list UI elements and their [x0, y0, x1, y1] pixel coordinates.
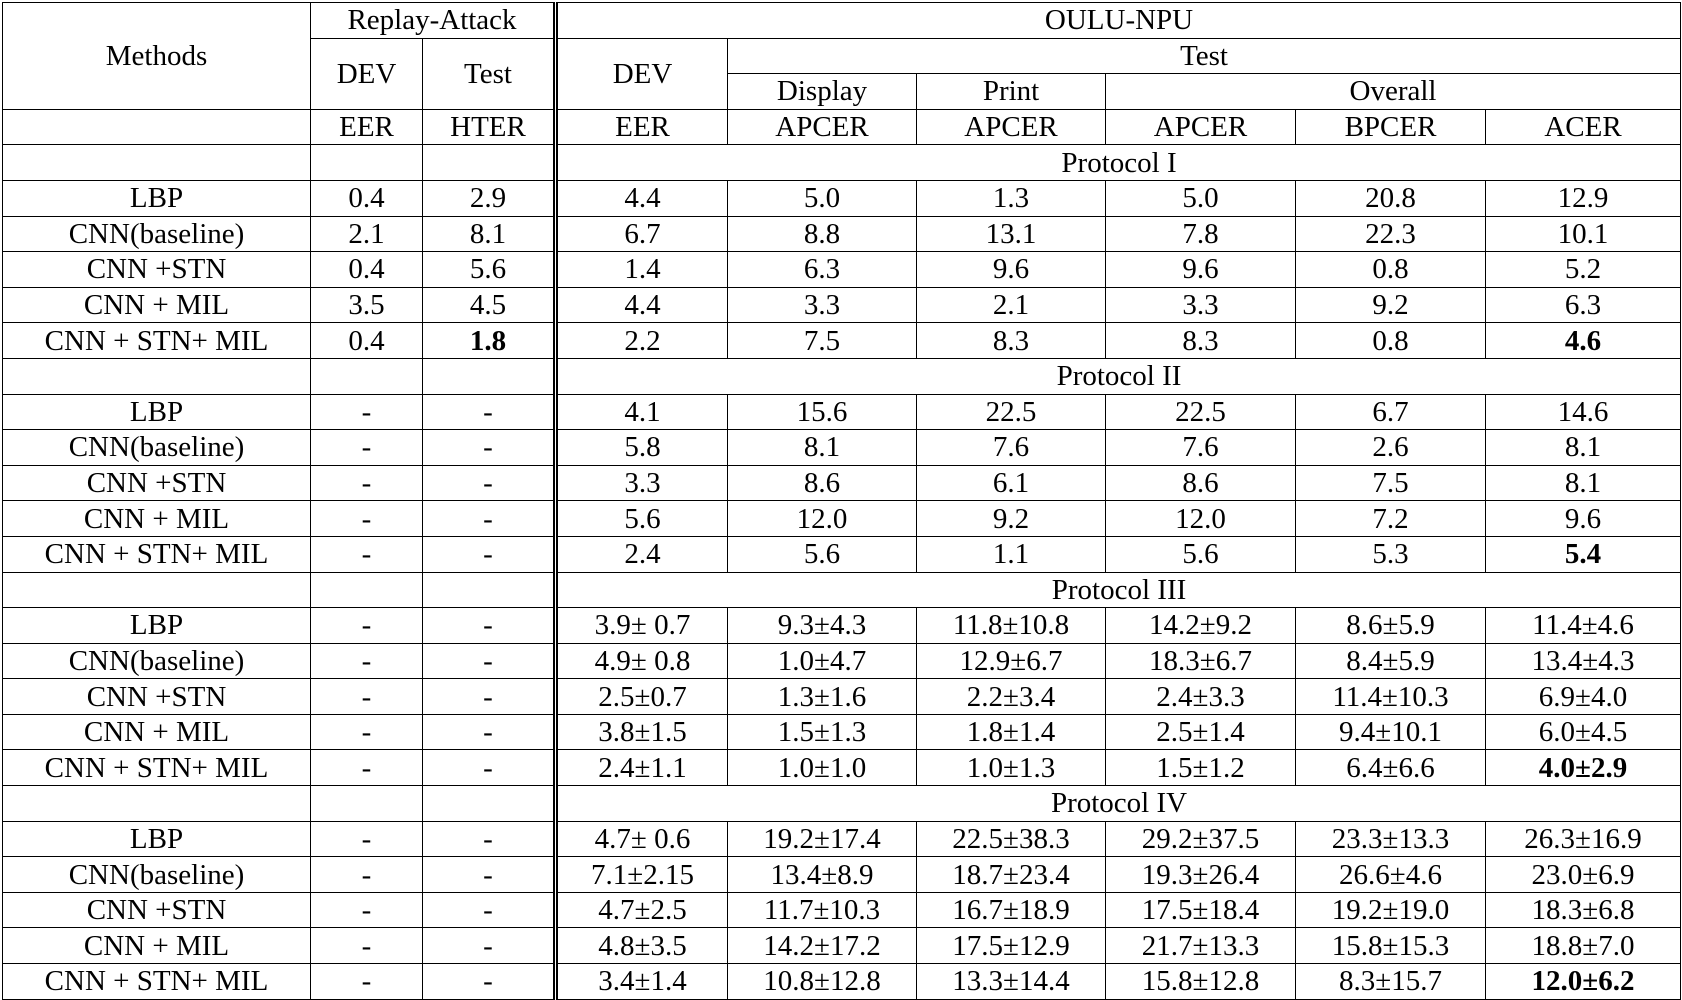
method-name: CNN(baseline) [3, 430, 311, 466]
metric-value: - [311, 714, 423, 750]
metric-value: 1.3 [917, 180, 1106, 216]
metric-value: - [311, 394, 423, 430]
metric-value: 5.6 [556, 501, 728, 537]
metric-value: 15.6 [728, 394, 917, 430]
metric-value: 7.5 [1296, 465, 1486, 501]
metric-value: 4.7± 0.6 [556, 821, 728, 857]
table-row [3, 750, 1681, 786]
protocol-title: Protocol II [556, 358, 1681, 394]
header-metric: APCER [917, 109, 1106, 145]
method-name: CNN + STN+ MIL [3, 750, 311, 786]
metric-value: 12.0 [1106, 501, 1296, 537]
header-print: Print [917, 74, 1106, 110]
metric-value: - [311, 857, 423, 893]
metric-value: - [311, 679, 423, 715]
table-row [3, 252, 1681, 288]
metric-value: 9.4±10.1 [1296, 714, 1486, 750]
metric-value: 7.6 [917, 430, 1106, 466]
header-ra-test: Test [423, 38, 556, 109]
metric-value: 22.5±38.3 [917, 821, 1106, 857]
metric-value: 19.3±26.4 [1106, 857, 1296, 893]
metric-value: - [311, 465, 423, 501]
metric-value: 4.8±3.5 [556, 928, 728, 964]
metric-value: 1.4 [556, 252, 728, 288]
metric-value: 6.0±4.5 [1486, 714, 1681, 750]
metric-value: 13.3±14.4 [917, 964, 1106, 1000]
method-name: CNN + MIL [3, 287, 311, 323]
protocol-title: Protocol III [556, 572, 1681, 608]
protocol-header-row [3, 572, 1681, 608]
table-row [3, 536, 1681, 572]
metric-value: 8.1 [423, 216, 556, 252]
metric-value: 7.2 [1296, 501, 1486, 537]
table-row [3, 323, 1681, 359]
header-metric: EER [311, 109, 423, 145]
metric-value: 2.4±1.1 [556, 750, 728, 786]
method-name: LBP [3, 821, 311, 857]
metric-value: - [311, 750, 423, 786]
header-metric: APCER [1106, 109, 1296, 145]
metric-value: 4.5 [423, 287, 556, 323]
metric-value: 5.3 [1296, 536, 1486, 572]
metric-value: 16.7±18.9 [917, 892, 1106, 928]
metric-value: 4.6 [1486, 323, 1681, 359]
header-metric: ACER [1486, 109, 1681, 145]
metric-value: 9.6 [917, 252, 1106, 288]
metric-value: 5.6 [1106, 536, 1296, 572]
method-name: CNN + MIL [3, 714, 311, 750]
protocol-blank-cell [423, 145, 556, 181]
metric-value: - [311, 964, 423, 1000]
metric-value: - [423, 964, 556, 1000]
method-name: LBP [3, 394, 311, 430]
metric-value: 2.9 [423, 180, 556, 216]
metric-value: 4.9± 0.8 [556, 643, 728, 679]
metric-value: 4.1 [556, 394, 728, 430]
metric-value: 8.1 [728, 430, 917, 466]
metric-value: - [311, 608, 423, 644]
protocol-blank-cell [311, 786, 423, 822]
method-name: CNN + STN+ MIL [3, 323, 311, 359]
protocol-blank-cell [423, 572, 556, 608]
metric-value: 7.1±2.15 [556, 857, 728, 893]
protocol-title: Protocol IV [556, 786, 1681, 822]
metric-value: - [311, 501, 423, 537]
metric-value: 20.8 [1296, 180, 1486, 216]
metric-value: 17.5±18.4 [1106, 892, 1296, 928]
metric-value: 0.8 [1296, 323, 1486, 359]
metric-value: 13.4±8.9 [728, 857, 917, 893]
method-name: CNN +STN [3, 252, 311, 288]
metric-value: 10.1 [1486, 216, 1681, 252]
metric-value: 6.3 [728, 252, 917, 288]
header-oulu-test: Test [728, 38, 1681, 74]
metric-value: 2.4±3.3 [1106, 679, 1296, 715]
metric-value: 1.5±1.3 [728, 714, 917, 750]
metric-value: 26.6±4.6 [1296, 857, 1486, 893]
metric-value: 18.3±6.7 [1106, 643, 1296, 679]
header-replay-attack: Replay-Attack [311, 3, 556, 39]
method-name: CNN + MIL [3, 501, 311, 537]
metric-value: 2.5±0.7 [556, 679, 728, 715]
metric-value: 0.8 [1296, 252, 1486, 288]
metric-value: 10.8±12.8 [728, 964, 917, 1000]
metric-value: 3.5 [311, 287, 423, 323]
metric-value: 8.3 [1106, 323, 1296, 359]
metric-value: 15.8±12.8 [1106, 964, 1296, 1000]
metric-value: 11.4±10.3 [1296, 679, 1486, 715]
metric-value: 3.3 [556, 465, 728, 501]
metric-value: 6.4±6.6 [1296, 750, 1486, 786]
protocol-blank-cell [311, 358, 423, 394]
metric-value: 18.7±23.4 [917, 857, 1106, 893]
metric-value: 12.9±6.7 [917, 643, 1106, 679]
metric-value: 7.6 [1106, 430, 1296, 466]
metric-value: 8.6 [728, 465, 917, 501]
metric-value: 11.4±4.6 [1486, 608, 1681, 644]
header-metric: APCER [728, 109, 917, 145]
metric-value: 23.3±13.3 [1296, 821, 1486, 857]
protocol-blank-cell [3, 572, 311, 608]
metric-value: - [423, 892, 556, 928]
metric-value: 7.8 [1106, 216, 1296, 252]
metric-value: - [423, 679, 556, 715]
header-methods: Methods [3, 3, 311, 110]
metric-value: 8.1 [1486, 430, 1681, 466]
metric-value: 26.3±16.9 [1486, 821, 1681, 857]
metric-value: 2.6 [1296, 430, 1486, 466]
metric-value: 12.0±6.2 [1486, 964, 1681, 1000]
metric-value: 19.2±17.4 [728, 821, 917, 857]
table-row [3, 892, 1681, 928]
metric-value: 19.2±19.0 [1296, 892, 1486, 928]
protocol-blank-cell [423, 358, 556, 394]
table-row [3, 857, 1681, 893]
metric-value: 4.0±2.9 [1486, 750, 1681, 786]
header-metric: BPCER [1296, 109, 1486, 145]
metric-value: 14.2±17.2 [728, 928, 917, 964]
metric-value: 11.7±10.3 [728, 892, 917, 928]
metric-value: 8.6 [1106, 465, 1296, 501]
table-row [3, 501, 1681, 537]
metric-value: - [423, 714, 556, 750]
table-row [3, 430, 1681, 466]
metric-value: 1.3±1.6 [728, 679, 917, 715]
method-name: CNN + STN+ MIL [3, 536, 311, 572]
metric-value: 18.8±7.0 [1486, 928, 1681, 964]
header-display: Display [728, 74, 917, 110]
header-oulu-dev: DEV [556, 38, 728, 109]
metric-value: 1.0±1.3 [917, 750, 1106, 786]
metric-value: 14.2±9.2 [1106, 608, 1296, 644]
metric-value: 0.4 [311, 252, 423, 288]
method-name: CNN(baseline) [3, 216, 311, 252]
metric-value: 5.0 [1106, 180, 1296, 216]
protocol-header-row [3, 786, 1681, 822]
metric-value: 23.0±6.9 [1486, 857, 1681, 893]
metric-value: 1.8±1.4 [917, 714, 1106, 750]
header-metric: EER [556, 109, 728, 145]
metric-value: 14.6 [1486, 394, 1681, 430]
metric-value: 9.3±4.3 [728, 608, 917, 644]
metric-value: 1.0±4.7 [728, 643, 917, 679]
metric-value: - [311, 643, 423, 679]
metric-value: - [311, 892, 423, 928]
table-row [3, 394, 1681, 430]
metric-value: 2.2 [556, 323, 728, 359]
protocol-header-row [3, 358, 1681, 394]
method-name: CNN(baseline) [3, 857, 311, 893]
table-row [3, 465, 1681, 501]
protocol-header-row [3, 145, 1681, 181]
metric-value: 6.3 [1486, 287, 1681, 323]
metric-value: 13.1 [917, 216, 1106, 252]
protocol-blank-cell [3, 786, 311, 822]
metric-value: 11.8±10.8 [917, 608, 1106, 644]
table-row [3, 180, 1681, 216]
method-name: CNN +STN [3, 892, 311, 928]
metric-value: 4.7±2.5 [556, 892, 728, 928]
metric-value: 5.6 [423, 252, 556, 288]
metric-value: 22.5 [917, 394, 1106, 430]
protocol-blank-cell [423, 786, 556, 822]
protocol-blank-cell [3, 145, 311, 181]
metric-value: 0.4 [311, 323, 423, 359]
metric-value: - [311, 430, 423, 466]
metric-value: 9.6 [1486, 501, 1681, 537]
table-row [3, 643, 1681, 679]
header-metric: HTER [423, 109, 556, 145]
metric-value: 4.4 [556, 287, 728, 323]
metric-value: 8.1 [1486, 465, 1681, 501]
results-table [2, 2, 1681, 1000]
method-name: LBP [3, 608, 311, 644]
metric-value: 2.4 [556, 536, 728, 572]
header-ra-dev: DEV [311, 38, 423, 109]
metric-value: - [423, 430, 556, 466]
metric-value: 29.2±37.5 [1106, 821, 1296, 857]
protocol-title: Protocol I [556, 145, 1681, 181]
method-name: LBP [3, 180, 311, 216]
metric-value: 5.0 [728, 180, 917, 216]
metric-value: 22.3 [1296, 216, 1486, 252]
metric-value: 8.4±5.9 [1296, 643, 1486, 679]
metric-value: 5.8 [556, 430, 728, 466]
metric-value: 6.7 [556, 216, 728, 252]
metric-value: 8.3 [917, 323, 1106, 359]
metric-value: 5.2 [1486, 252, 1681, 288]
metric-value: 1.0±1.0 [728, 750, 917, 786]
metric-value: 0.4 [311, 180, 423, 216]
table-row [3, 821, 1681, 857]
metric-value: - [423, 465, 556, 501]
metric-value: 2.2±3.4 [917, 679, 1106, 715]
metric-value: 2.1 [917, 287, 1106, 323]
metric-value: 22.5 [1106, 394, 1296, 430]
metric-value: - [423, 536, 556, 572]
metric-value: 3.9± 0.7 [556, 608, 728, 644]
metric-value: 3.4±1.4 [556, 964, 728, 1000]
metric-value: - [423, 501, 556, 537]
header-oulu-npu: OULU-NPU [556, 3, 1681, 39]
header-metric-blank [3, 109, 311, 145]
metric-value: 9.6 [1106, 252, 1296, 288]
table-row [3, 964, 1681, 1000]
metric-value: - [423, 608, 556, 644]
metric-value: 1.8 [423, 323, 556, 359]
metric-value: - [311, 928, 423, 964]
metric-value: - [311, 821, 423, 857]
table-row [3, 679, 1681, 715]
metric-value: 6.1 [917, 465, 1106, 501]
metric-value: 9.2 [917, 501, 1106, 537]
metric-value: 3.3 [1106, 287, 1296, 323]
protocol-blank-cell [3, 358, 311, 394]
metric-value: - [423, 394, 556, 430]
metric-value: 1.5±1.2 [1106, 750, 1296, 786]
metric-value: 7.5 [728, 323, 917, 359]
metric-value: 15.8±15.3 [1296, 928, 1486, 964]
metric-value: 12.0 [728, 501, 917, 537]
metric-value: 6.7 [1296, 394, 1486, 430]
metric-value: - [423, 750, 556, 786]
protocol-blank-cell [311, 572, 423, 608]
metric-value: 4.4 [556, 180, 728, 216]
method-name: CNN(baseline) [3, 643, 311, 679]
header-overall: Overall [1106, 74, 1681, 110]
metric-value: - [423, 643, 556, 679]
metric-value: 13.4±4.3 [1486, 643, 1681, 679]
method-name: CNN + STN+ MIL [3, 964, 311, 1000]
protocol-blank-cell [311, 145, 423, 181]
metric-value: - [423, 928, 556, 964]
metric-value: 6.9±4.0 [1486, 679, 1681, 715]
metric-value: 5.4 [1486, 536, 1681, 572]
metric-value: 2.1 [311, 216, 423, 252]
table-row [3, 928, 1681, 964]
metric-value: 8.6±5.9 [1296, 608, 1486, 644]
metric-value: 2.5±1.4 [1106, 714, 1296, 750]
metric-value: 5.6 [728, 536, 917, 572]
metric-value: 3.3 [728, 287, 917, 323]
metric-value: - [423, 821, 556, 857]
table-row [3, 287, 1681, 323]
metric-value: - [423, 857, 556, 893]
metric-value: - [311, 536, 423, 572]
method-name: CNN + MIL [3, 928, 311, 964]
metric-value: 18.3±6.8 [1486, 892, 1681, 928]
method-name: CNN +STN [3, 679, 311, 715]
method-name: CNN +STN [3, 465, 311, 501]
table-row [3, 714, 1681, 750]
metric-value: 9.2 [1296, 287, 1486, 323]
metric-value: 17.5±12.9 [917, 928, 1106, 964]
metric-value: 12.9 [1486, 180, 1681, 216]
metric-value: 8.3±15.7 [1296, 964, 1486, 1000]
metric-value: 8.8 [728, 216, 917, 252]
table-row [3, 216, 1681, 252]
table-row [3, 608, 1681, 644]
metric-value: 3.8±1.5 [556, 714, 728, 750]
metric-value: 1.1 [917, 536, 1106, 572]
metric-value: 21.7±13.3 [1106, 928, 1296, 964]
